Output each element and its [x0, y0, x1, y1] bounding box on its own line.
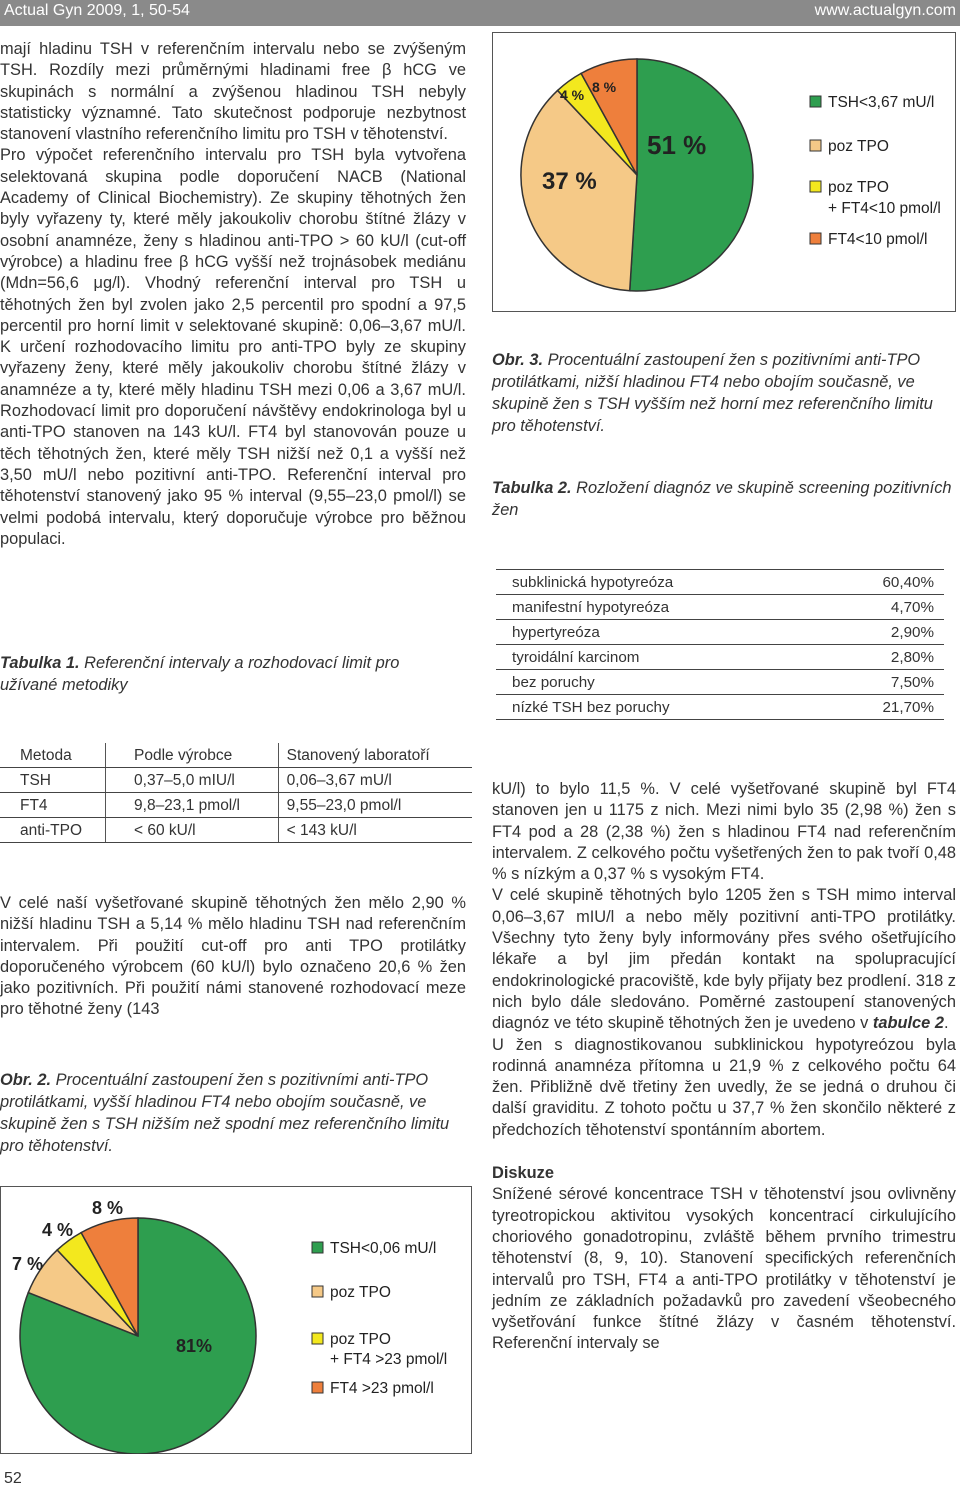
legend-entry: poz TPO: [330, 1284, 391, 1301]
paragraph: Pro výpočet referenčního intervalu pro TSH byla vytvořena selektovaná skupina podle doporučení NACB (National Academy of Clinical Biochemistry). Ze skupiny těhotných žen byly vyřazeny ty, které měly jakoukoliv chorobu štítné žlázy v osobní anamnéze, ženy s hladinou anti-TPO > 60 kU/l (cut-off výrobce) a hladinu free β hCG vyšší než trojnásobek mediánu (Mdn=56,6 μg/l). Vhodný referenční interval pro TSH u těhotných žen byl zvolen jako 2,5 percentil pro spodní a 97,5 percentil pro horní limit v selektované skupině: 0,06–3,67 mU/l. K určení rozhodovacího limitu pro anti-TPO byly ze skupiny vyřazeny ženy, které měly jakoukoliv chorobu štítné žlázy v anamnéze a ty, které měly hladinu TSH mezi 0,06 a 3,67 mU/l. Rozhodovací limit pro doporučení návštěvy endokrinologa byl u anti-TPO stanoven na 143 kU/l. FT4 byl stanovován pouze u těch těhotných žen, které měly TSH nižší než 0,1 a vyšší než 3,50 mU/l nebo pozitivní anti-TPO. Referenční interval pro těhotenství stanovený jako 95 % interval (9,55–23,0 pmol/l) se velmi podobá intervalu, který doporučuje výrobce pro běžnou populaci.: [0, 146, 466, 548]
figure3-caption: [492, 349, 954, 437]
journal-citation: Actual Gyn 2009, 1, 50-54: [4, 2, 190, 19]
table-row: [0, 818, 472, 843]
table-cell: < 60 kU/l: [106, 818, 279, 843]
table-row: [496, 645, 944, 670]
paragraph: [492, 885, 956, 1034]
legend-swatch: [312, 1242, 323, 1253]
table-cell: 2,80%: [813, 645, 944, 670]
page-number: 52: [4, 1470, 22, 1487]
table-cell: 0,37–5,0 mIU/l: [106, 768, 279, 793]
pie-label: 37 %: [542, 168, 597, 195]
figure2-caption: [0, 1069, 460, 1157]
table-cell: 9,55–23,0 pmol/l: [278, 793, 472, 818]
text-run: V celé skupině těhotných bylo 1205 žen s TSH mimo interval 0,06–3,67 mIU/l a nebo měly pozitivní anti-TPO protilátky. Všechny tyto ženy byly informovány přes svého ošetřujícího lékaře a byl jim předán kontakt na spolupracující endokrinologické pracoviště, kde byly přijaty bez prodlení. 318 z nich bylo dále sledováno. Poměrné zastoupení stanovených diagnóz ve této skupině těhotných žen je uvedeno v: [492, 886, 956, 1033]
legend-swatch: [810, 96, 821, 107]
paragraph: V celé naší vyšetřované skupině těhotných žen mělo 2,90 % nižší hladinu TSH a 5,14 % mělo hladinu TSH nad referenčním intervalem. Při použití cut-off pro anti TPO protilátky doporučeného výrobcem (60 kU/l) bylo označeno 20,6 % žen jako pozitivních. Při použití námi stanovené rozhodovací meze pro těhotné ženy (143: [0, 894, 466, 1019]
text-run: .: [943, 1014, 949, 1033]
pie-label: 51 %: [647, 130, 707, 160]
journal-url[interactable]: www.actualgyn.com: [814, 2, 956, 19]
legend-entry: + FT4 >23 pmol/l: [330, 1351, 448, 1368]
table-reference: tabulce 2: [872, 1014, 944, 1033]
legend-entry: TSH<0,06 mU/l: [330, 1240, 437, 1257]
table-row: [496, 570, 944, 595]
table-cell: anti-TPO: [0, 818, 106, 843]
caption-label: Tabulka 2.: [492, 479, 572, 497]
legend-entry: FT4<10 pmol/l: [828, 231, 928, 248]
table-header-cell: Metoda: [0, 743, 106, 768]
table-cell: bez poruchy: [496, 670, 813, 695]
table-cell: 4,70%: [813, 595, 944, 620]
table-cell: 21,70%: [813, 695, 944, 720]
table-header-row: [0, 743, 472, 768]
left-column-text-2: [0, 893, 466, 1021]
legend-swatch: [810, 140, 821, 151]
table-row: [0, 793, 472, 818]
legend-swatch: [810, 233, 821, 244]
table-row: [496, 595, 944, 620]
legend-entry: poz TPO: [330, 1331, 391, 1348]
caption-text: Rozložení diagnóz ve skupině screening pozitivních žen: [492, 479, 952, 519]
table-cell: 60,40%: [813, 570, 944, 595]
legend-swatch: [312, 1382, 323, 1393]
caption-text: Procentuální zastoupení žen s pozitivními anti-TPO protilátkami, vyšší hladinou FT4 nebo obojím současně, ve skupině žen s TSH nižším než spodní mez referenčního limitu pro těhotenství.: [0, 1071, 450, 1155]
table-cell: 7,50%: [813, 670, 944, 695]
pie-label: 7 %: [12, 1254, 44, 1274]
figure3-chart: [492, 32, 956, 312]
legend-swatch: [312, 1333, 323, 1344]
legend-swatch: [312, 1286, 323, 1297]
table-cell: 0,06–3,67 mU/l: [278, 768, 472, 793]
legend-entry: TSH<3,67 mU/l: [828, 94, 935, 111]
table-row: [496, 695, 944, 720]
pie-label: 8 %: [592, 79, 617, 95]
right-column-text: [492, 779, 956, 1355]
table2-caption: [492, 477, 954, 521]
left-column-text: [0, 39, 466, 550]
table-cell: FT4: [0, 793, 106, 818]
caption-label: Obr. 2.: [0, 1071, 52, 1089]
section-heading: Diskuze: [492, 1164, 554, 1183]
legend-entry: + FT4<10 pmol/l: [828, 200, 941, 217]
table-header-cell: Stanovený laboratoří: [278, 743, 472, 768]
caption-text: Procentuální zastoupení žen s pozitivními anti-TPO protilátkami, nižší hladinou FT4 nebo obojím současně, ve skupině žen s TSH vyšším než horní mez referenčního limitu pro těhotenství.: [492, 351, 933, 435]
table-cell: manifestní hypotyreóza: [496, 595, 813, 620]
caption-label: Obr. 3.: [492, 351, 544, 369]
table2: [496, 569, 944, 720]
legend-entry: FT4 >23 pmol/l: [330, 1380, 434, 1397]
table1-caption: [0, 652, 460, 696]
table-cell: TSH: [0, 768, 106, 793]
table-cell: subklinická hypotyreóza: [496, 570, 813, 595]
pie-label: 8 %: [92, 1198, 124, 1218]
paragraph: U žen s diagnostikovanou subklinickou hypotyreózou byla rodinná anamnéza přítomna u 21,9 % z celkového počtu 64 žen. Přibližně dvě třetiny žen uvedly, že se jedná o druhou či další graviditu. Z tohoto počtu u 37,7 % žen skončilo některé z předchozích těhotenství spontánním abortem.: [492, 1035, 956, 1139]
paragraph: Snížené sérové koncentrace TSH v těhotenství jsou ovlivněny tyreotropickou aktivitou vysokých koncentrací cirkulujícího choriového gonadotropinu, zvláště během prvního trimestru těhotenství (8, 9, 10). Stanovení specifických referenčních intervalů pro TSH, FT4 a anti-TPO protilátky v těhotenství je jedním ze základních požadavků pro zavedení všeobecného vyšetřování funkce štítné žlázy v časném těhotenství. Referenční intervaly se: [492, 1185, 956, 1353]
table-cell: nízké TSH bez poruchy: [496, 695, 813, 720]
table-cell: hypertyreóza: [496, 620, 813, 645]
paragraph: kU/l) to bylo 11,5 %. V celé vyšetřované skupině byl FT4 stanoven jen u 1175 z nich. Mezi nimi bylo 35 (2,98 %) žen s FT4 pod a 28 (2,38 %) žen s hladinou FT4 nad referenčním intervalem. Z celkového počtu vyšetřených žen to pak tvoří 0,48 % s nízkým a 0,37 % s vysokým FT4.: [492, 780, 956, 884]
table-cell: 9,8–23,1 pmol/l: [106, 793, 279, 818]
legend-swatch: [810, 181, 821, 192]
pie-label: 4 %: [42, 1220, 74, 1240]
table-header-cell: Podle výrobce: [106, 743, 279, 768]
table-row: [0, 768, 472, 793]
legend-entry: poz TPO: [828, 138, 889, 155]
pie-label: 4 %: [560, 87, 585, 103]
table-row: [496, 670, 944, 695]
legend-entry: poz TPO: [828, 179, 889, 196]
caption-text: Referenční intervaly a rozhodovací limit pro užívané metodiky: [0, 654, 400, 694]
table1: [0, 743, 472, 843]
table-cell: 2,90%: [813, 620, 944, 645]
pie-label: 81%: [176, 1336, 213, 1356]
figure2-chart: [0, 1186, 472, 1454]
table-cell: < 143 kU/l: [278, 818, 472, 843]
caption-label: Tabulka 1.: [0, 654, 80, 672]
paragraph: mají hladinu TSH v referenčním intervalu nebo se zvýšeným TSH. Rozdíly mezi průměrnými hladinami free β hCG ve skupinách s normální a zvýšenou hladinou TSH nebyly statisticky významné. Tato skutečnost podporuje nezbytnost stanovení vlastního referenčního limitu pro TSH v těhotenství.: [0, 40, 466, 144]
table-cell: tyroidální karcinom: [496, 645, 813, 670]
table-row: [496, 620, 944, 645]
page-header: [0, 0, 960, 26]
